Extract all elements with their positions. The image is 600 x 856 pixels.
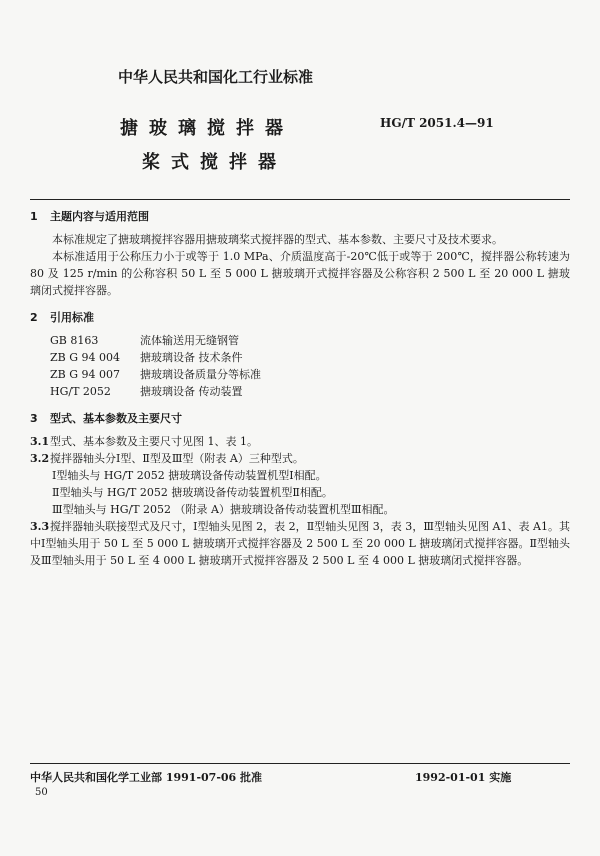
clause-number: 3.1 [30,435,50,448]
section-number: 3 [30,412,38,425]
header-divider [30,199,570,200]
section-1-heading [30,208,570,225]
list-item [50,366,570,383]
standard-category: 中华人民共和国化工行业标准 [118,68,314,86]
section-number: 2 [30,311,38,324]
clause-3-2 [30,450,570,467]
ref-code: HG/T 2052 [50,385,111,398]
section-3-heading [30,410,570,427]
ref-title: 搪玻璃设备 传动装置 [140,385,243,398]
referenced-standards-list [30,332,570,400]
ref-code: ZB G 94 007 [50,368,120,381]
standard-code: HG/T 2051.4—91 [380,116,494,130]
ref-title: 搪玻璃设备质量分等标准 [140,368,261,381]
section-title: 引用标准 [50,311,94,324]
document-subtitle: 桨式搅拌器 [142,152,287,173]
page-number: 50 [35,787,48,798]
section-number: 1 [30,210,38,223]
clause-number: 3.2 [30,452,50,465]
clause-3-3 [30,518,570,569]
clause-text: 搅拌器轴头联接型式及尺寸，Ⅰ型轴头见图 2，表 2，Ⅱ型轴头见图 3，表 3，Ⅲ型轴头见图 A1、表 A1。其中Ⅰ型轴头用于 50 L 至 5 000 L 搪玻璃开式搅拌容器及 2 500 L 至 20 000 L 搪玻璃闭式搅拌容器。Ⅱ型轴头及Ⅲ型轴头用于 50 L 至 4 000 L 搪玻璃开式搅拌容器及 2 500 L 至 4 000 L 搪玻璃闭式搅拌容器。 [30,520,570,567]
section-title: 型式、基本参数及主要尺寸 [50,412,182,425]
clause-number: 3.3 [30,520,50,533]
section-1-paragraph-2: 本标准适用于公称压力小于或等于 1.0 MPa、介质温度高于-20℃低于或等于 200℃，搅拌器公称转速为 80 及 125 r/min 的公称容积 50 L 至 5 000 L 搪玻璃开式搅拌容器及公称容积 2 500 L 至 20 000 L 搪玻璃闭式搅拌容器。 [30,250,570,297]
clause-text: 型式、基本参数及主要尺寸见图 1、表 1。 [50,435,258,448]
footer-divider [30,763,570,764]
list-item [50,349,570,366]
clause-3-2-item-3: Ⅲ型轴头与 HG/T 2052 （附录 A）搪玻璃设备传动装置机型Ⅲ相配。 [52,503,395,516]
section-1-paragraph-1: 本标准规定了搪玻璃搅拌容器用搪玻璃桨式搅拌器的型式、基本参数、主要尺寸及技术要求。 [52,233,503,246]
document-body [30,208,570,569]
clause-3-2-item-1: Ⅰ型轴头与 HG/T 2052 搪玻璃设备传动装置机型Ⅰ相配。 [52,469,327,482]
implementation-date: 1992-01-01 实施 [415,771,512,784]
ref-code: GB 8163 [50,334,99,347]
ref-code: ZB G 94 004 [50,351,120,364]
clause-3-2-item-2: Ⅱ型轴头与 HG/T 2052 搪玻璃设备传动装置机型Ⅱ相配。 [52,486,333,499]
ref-title: 搪玻璃设备 技术条件 [140,351,243,364]
list-item [50,383,570,400]
clause-3-1 [30,433,570,450]
ref-title: 流体输送用无缝钢管 [140,334,239,347]
document-title: 搪玻璃搅拌器 [120,118,294,139]
section-title: 主题内容与适用范围 [50,210,149,223]
clause-text: 搅拌器轴头分Ⅰ型、Ⅱ型及Ⅲ型（附表 A）三种型式。 [50,452,304,465]
list-item [50,332,570,349]
section-2-heading [30,309,570,326]
approval-date: 中华人民共和国化学工业部 1991-07-06 批准 [30,771,263,784]
